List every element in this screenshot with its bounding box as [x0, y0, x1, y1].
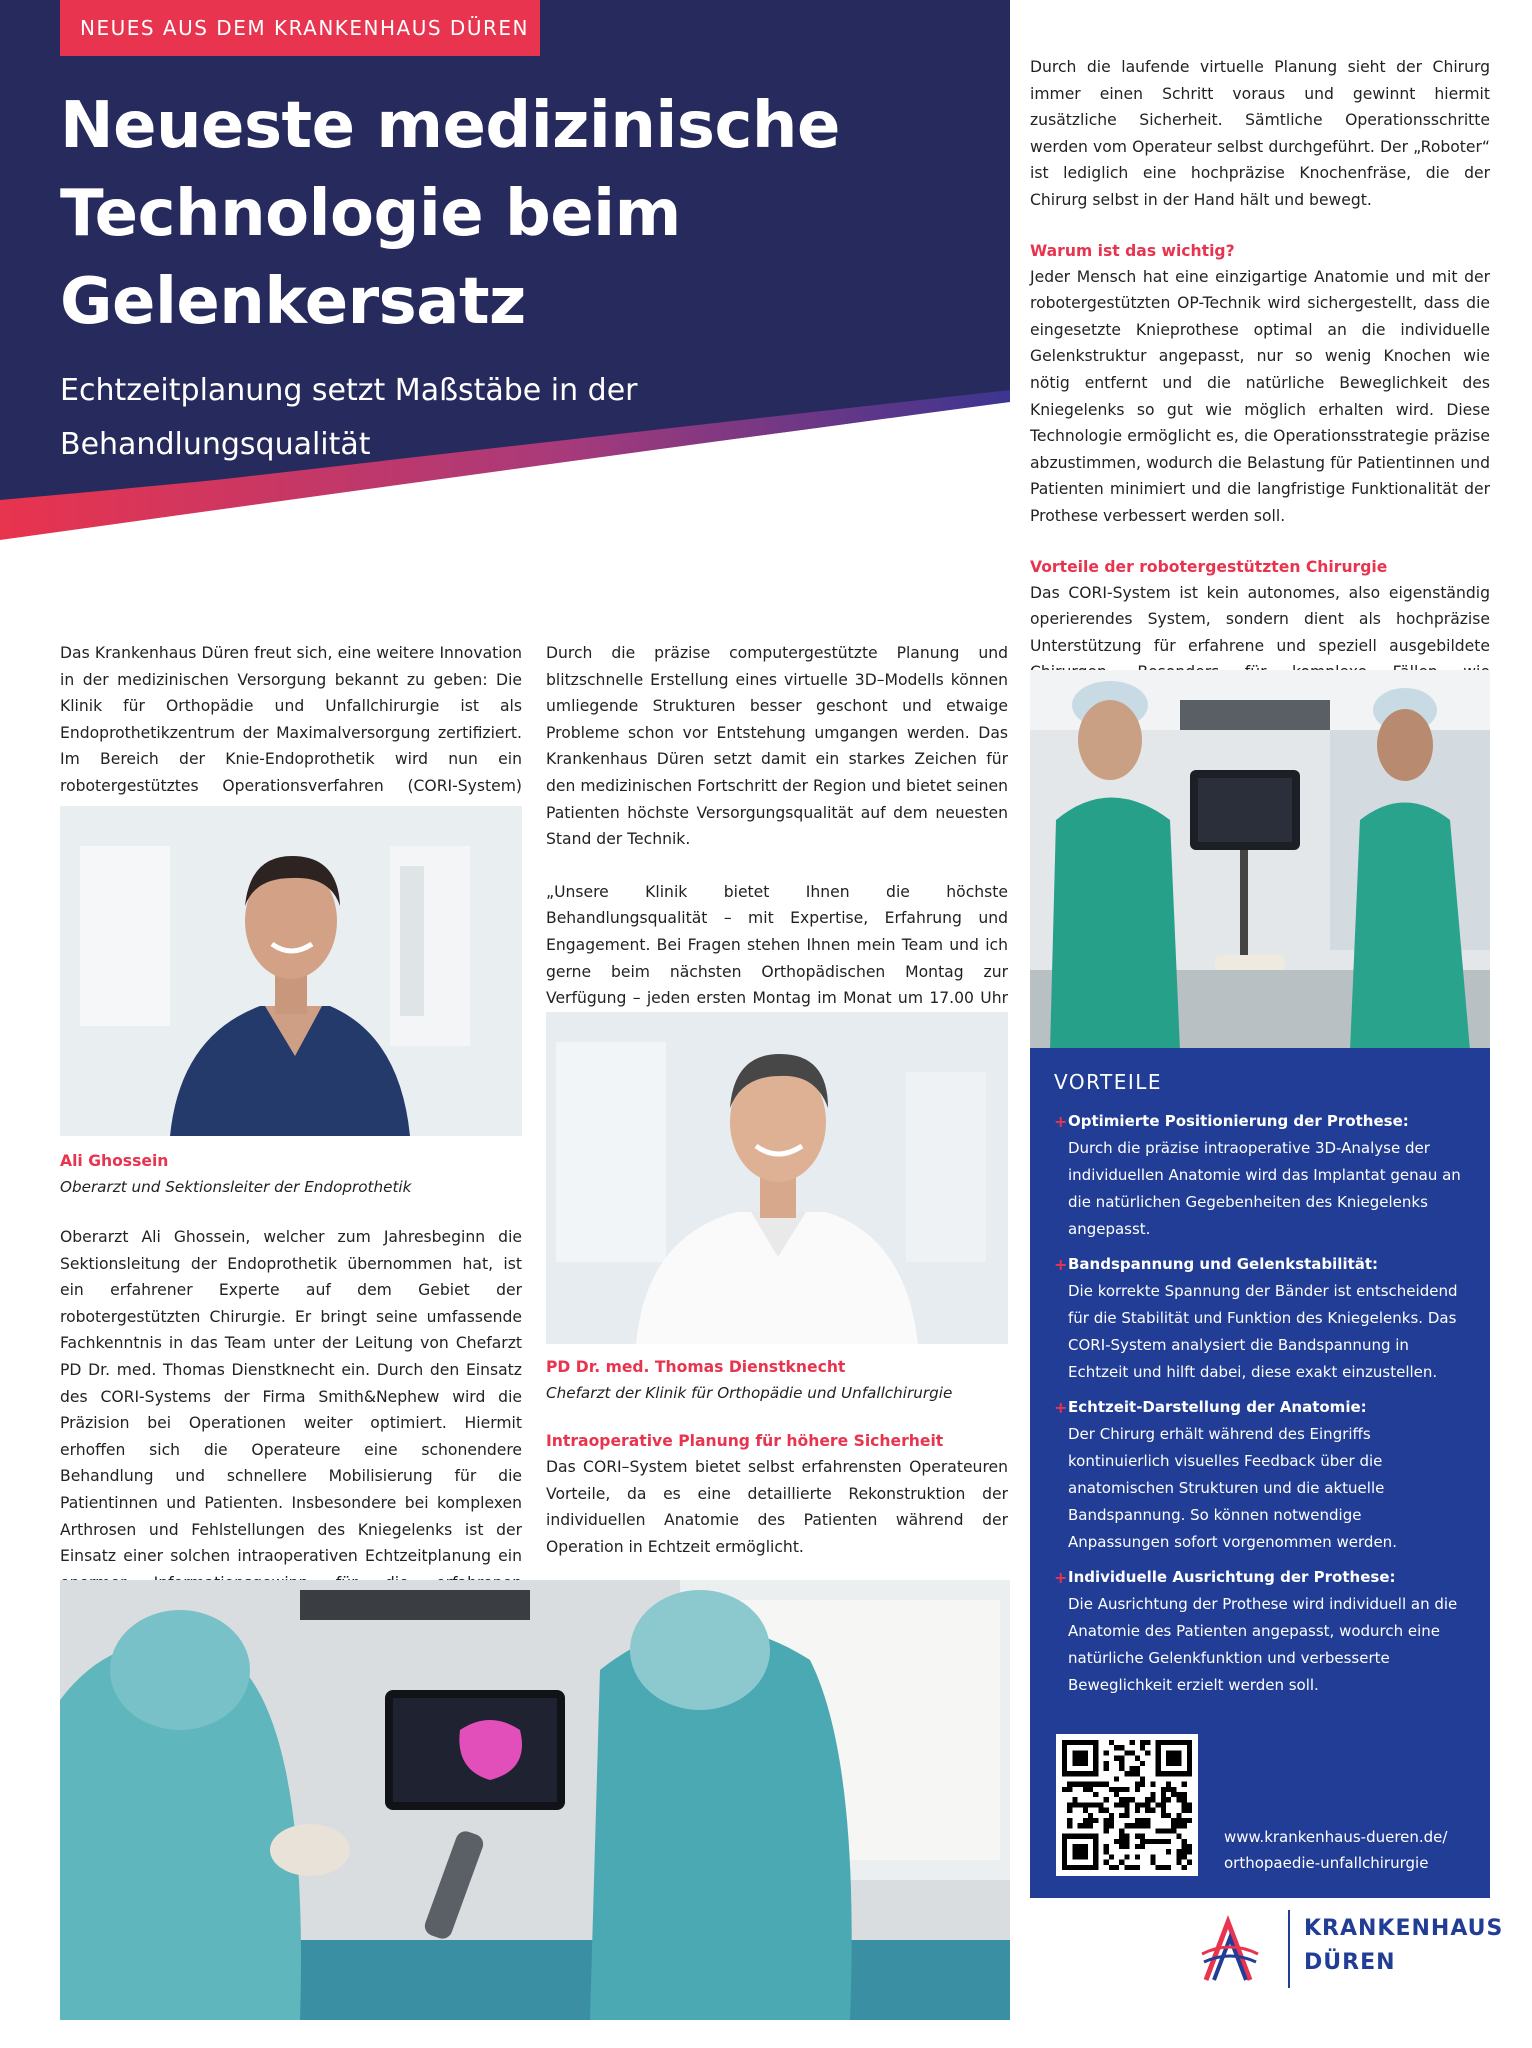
advantages-title: VORTEILE: [1054, 1070, 1163, 1094]
advantage-text: Die Ausrichtung der Prothese wird individuell an die Anatomie des Patienten angepasst, wodurch eine natürliche Gelenkfunktion und verbesserte Beweglichkeit erzielt werden soll.: [1068, 1595, 1458, 1694]
body-paragraph: [60, 1224, 522, 1623]
body-text: Das CORI–System bietet selbst erfahrensten Operateuren Vorteile, da es eine detaillierte Rekonstruktion der individuellen Anatomie des Patienten während der Operation in Echtzeit ermöglicht.: [546, 1458, 1008, 1556]
section-heading: Intraoperative Planung für höhere Sicherheit: [546, 1432, 944, 1450]
logo-mark-icon: [1200, 1910, 1260, 1990]
logo-line: DÜREN: [1304, 1950, 1396, 1975]
advantage-item: [1054, 1394, 1466, 1556]
page-subtitle: [60, 364, 700, 472]
advantage-text: Durch die präzise intraoperative 3D-Analyse der individuellen Anatomie wird das Implantat genau an die natürlichen Gegebenheiten des Kniegelenks angepasst.: [1068, 1139, 1461, 1238]
plus-icon: +: [1054, 1255, 1068, 1274]
plus-icon: +: [1054, 1568, 1068, 1587]
qr-code[interactable]: [1056, 1734, 1198, 1876]
advantage-title: Bandspannung und Gelenkstabilität:: [1068, 1255, 1379, 1273]
title-line: Gelenkersatz: [60, 265, 526, 339]
advantages-box: [1030, 1048, 1490, 1898]
caption-ali: [60, 1148, 522, 1200]
body-text: Durch die präzise computergestützte Planung und blitzschnelle Erstellung eines virtuelle 3D–Modells können umliegende Strukturen besser geschont und etwaige Probleme schon vor Entstehung umgangen werden. Das Krankenhaus Düren setzt damit ein starkes Zeichen für den medizinischen Fortschritt der Region und bietet seinen Patienten höchste Versorgungsqualität auf dem neuesten Stand der Technik.: [546, 644, 1008, 849]
advantage-item: [1054, 1251, 1466, 1386]
page-title: [60, 82, 960, 346]
person-role: Oberarzt und Sektionsleiter der Endoprothetik: [60, 1178, 412, 1196]
title-line: Neueste medizinische: [60, 89, 840, 163]
quote-text: „Unsere Klinik bietet Ihnen die höchste Behandlungsqualität – mit Expertise, Erfahrung und Engagement. Bei Fragen stehen Ihnen mein Team und ich gerne beim nächsten Orthopädischen Montag zur Verfügung – jeden ersten Montag im Monat um 17.00 Uhr: [546, 882, 1008, 1008]
advantage-title: Echtzeit-Darstellung der Anatomie:: [1068, 1398, 1367, 1416]
section-heading: Vorteile der robotergestützten Chirurgie: [1030, 557, 1388, 576]
portrait-thomas-dienstknecht: [546, 1012, 1008, 1344]
hospital-logo: [1200, 1900, 1504, 2020]
advantage-item: [1054, 1564, 1466, 1699]
advantage-text: Die korrekte Spannung der Bänder ist entscheidend für die Stabilität und Funktion des Kniegelenks. Das CORI-System analysiert die Bandspannung in Echtzeit und hilft dabei, diese exakt einzustellen.: [1068, 1282, 1458, 1381]
person-name: PD Dr. med. Thomas Dienstknecht: [546, 1358, 846, 1376]
subtitle-line: Echtzeitplanung setzt Maßstäbe in der: [60, 373, 638, 408]
column2-text: [546, 640, 1008, 1065]
caption-thomas: [546, 1354, 1008, 1406]
url-line: orthopaedie-unfallchirurgie: [1224, 1854, 1429, 1872]
section-heading: Warum ist das wichtig?: [1030, 241, 1235, 260]
advantage-text: Der Chirurg erhält während des Eingriffs kontinuierlich visuelles Feedback über die anatomischen Strukturen und die aktuelle Bandspannung. So können notwendige Anpassungen sofort vorgenommen werden.: [1068, 1425, 1397, 1551]
section-kicker: NEUES AUS DEM KRANKENHAUS DÜREN: [60, 0, 540, 56]
body-text: Jeder Mensch hat eine einzigartige Anatomie und mit der robotergestützten OP-Technik wird sichergestellt, dass die eingesetzte Knieprothese optimal an die individuelle Gelenkstruktur angepasst, nur so wenig Knochen wie nötig entfernt und die natürliche Beweglichkeit des Kniegelenks so gut wie möglich erhalten wird. Diese Technologie ermöglicht es, die Operationsstrategie präzise abzustimmen, wodurch die Belastung für Patientinnen und Patienten minimiert und die langfristige Funktionalität der Prothese verbessert werden soll.: [1030, 267, 1490, 525]
column3-text: [1030, 54, 1490, 739]
subtitle-line: Behandlungsqualität: [60, 427, 371, 462]
website-url[interactable]: [1224, 1824, 1447, 1876]
title-line: Technologie beim: [60, 177, 681, 251]
intro-paragraph: [60, 640, 522, 826]
person-role: Chefarzt der Klinik für Orthopädie und Unfallchirurgie: [546, 1384, 953, 1402]
plus-icon: +: [1054, 1398, 1068, 1417]
advantage-item: [1054, 1108, 1466, 1243]
body-text: Das CORI-System ist kein autonomes, also eigenständig operierendes System, sondern dient als hochpräzise Unterstützung für erfahrene und speziell ausgebildete: [1030, 583, 1490, 655]
plus-icon: +: [1054, 1112, 1068, 1131]
advantage-title: Individuelle Ausrichtung der Prothese:: [1068, 1568, 1396, 1586]
portrait-ali-ghossein: [60, 806, 522, 1136]
person-name: Ali Ghossein: [60, 1152, 169, 1170]
logo-divider: [1288, 1910, 1290, 1988]
url-line: www.krankenhaus-dueren.de/: [1224, 1828, 1448, 1846]
photo-operating-room: [60, 1580, 1010, 2020]
advantage-title: Optimierte Positionierung der Prothese:: [1068, 1112, 1409, 1130]
logo-wordmark: [1304, 1912, 1503, 1980]
logo-line: KRANKENHAUS: [1304, 1916, 1504, 1941]
column2-section: [546, 1428, 1008, 1560]
intro-text: Das Krankenhaus Düren freut sich, eine weitere Innovation in der medizinischen Versorgung bekannt zu geben: Die Klinik für Orthopädie und Unfallchirurgie ist als Endoprothetikzentrum der Maximalversorgung zertifiziert. Im Bereich der Knie-Endoprothetik wird nun ein robotergestütztes Operationsverfahren (CORI-System): [60, 644, 522, 795]
body-text: Durch die laufende virtuelle Planung sieht der Chirurg immer einen Schritt voraus und gewinnt hiermit zusätzliche Sicherheit. Sämtliche Operationsschritte werden vom Operateur selbst durchgeführt. Der „Roboter“ ist lediglich eine hochpräzise Knochenfräse, die der Chirurg selbst in der Hand hält und bewegt.: [1030, 58, 1490, 209]
photo-surgeons-with-robot: [1030, 670, 1490, 1050]
body-text: Oberarzt Ali Ghossein, welcher zum Jahresbeginn die Sektionsleitung der Endoprothetik übernommen hat, ist ein erfahrener Experte auf dem Gebiet der robotergestützten Chirurgie. Er bringt seine umfassende Fachkenntnis in das Team unter der Leitung von Chefarzt PD Dr. med. Thomas Dienstknecht ein. Durch den Einsatz des CORI-Systems der Firma Smith&Nephew wird die Präzision bei Operationen weiter optimiert. Hiermit erhoffen sich die Operateure eine schonendere Behandlung und schnellere Mobilisierung für die Patientinnen und Patienten. Insbesondere bei komplexen Arthrosen und Fehlstellungen des Kniegelenks ist der Einsatz einer solchen intraoperativen Echtzeitplanung ein: [60, 1228, 522, 1566]
